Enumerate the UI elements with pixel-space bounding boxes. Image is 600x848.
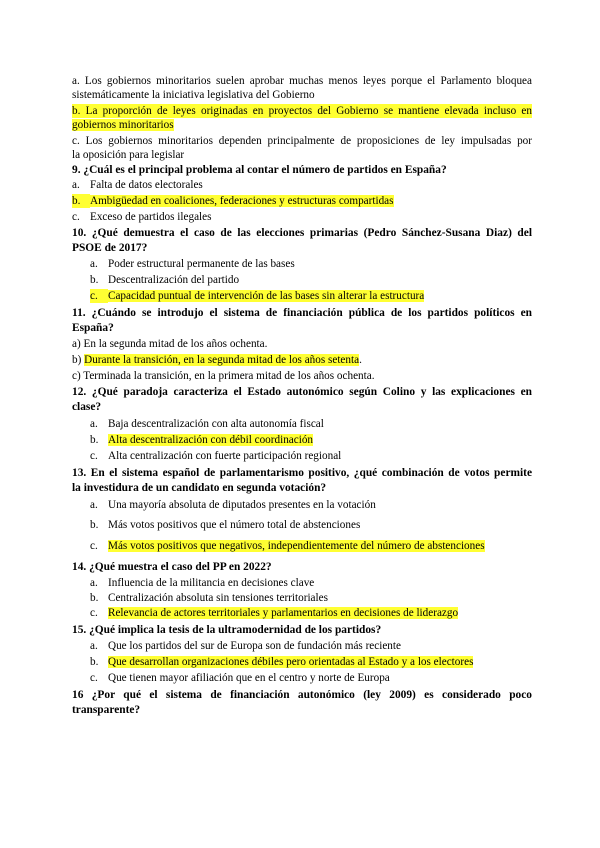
q15-option-a-marker: a. xyxy=(90,640,98,652)
q9-option-c-marker: c. xyxy=(72,211,80,223)
q12-option-a-marker: a. xyxy=(90,418,98,430)
q13-question-line1: 13. En el sistema español de parlamentarismo positivo, ¿qué combinación de votos permite xyxy=(72,467,532,479)
q13-option-b-text: Más votos positivos que el número total de abstenciones xyxy=(108,519,361,531)
q13-option-a-text: Una mayoría absoluta de diputados presentes en la votación xyxy=(108,499,376,511)
q16-question-line2: transparente? xyxy=(72,704,141,716)
q9-option-c-text: Exceso de partidos ilegales xyxy=(90,211,212,223)
q12-option-b-marker: b. xyxy=(90,434,99,446)
q10-option-c-text: Capacidad puntual de intervención de las bases sin alterar la estructura xyxy=(108,290,425,302)
q9-question: 9. ¿Cuál es el principal problema al contar el número de partidos en España? xyxy=(72,164,447,176)
q9-option-a xyxy=(72,178,532,192)
q8-option-b-line2 xyxy=(72,118,532,132)
q8-option-a-line2: sistemáticamente la iniciativa legislativa del Gobierno xyxy=(72,89,315,101)
q14-question: 14. ¿Qué muestra el caso del PP en 2022? xyxy=(72,561,272,573)
q11-option-c: c) Terminada la transición, en la primera mitad de los años ochenta. xyxy=(72,370,375,382)
q14-option-a-marker: a. xyxy=(90,577,98,589)
q8-option-c-line2: la oposición para legislar xyxy=(72,149,185,161)
q12-option-c-text: Alta centralización con fuerte participación regional xyxy=(108,450,342,462)
q10-option-b-text: Descentralización del partido xyxy=(108,274,240,286)
q12-question-line2: clase? xyxy=(72,401,102,413)
q10-option-a-text: Poder estructural permanente de las bases xyxy=(108,258,295,270)
q14-option-b-text: Centralización absoluta sin tensiones territoriales xyxy=(108,592,328,604)
q13-option-c-marker: c. xyxy=(90,540,98,552)
q11-question-line2: España? xyxy=(72,322,114,334)
q10-option-c xyxy=(90,289,550,303)
q13-option-a-marker: a. xyxy=(90,499,98,511)
q11-question-line1: 11. ¿Cuándo se introdujo el sistema de financiación pública de los partidos políticos en xyxy=(72,307,532,319)
q10-option-c-marker: c. xyxy=(90,289,108,303)
q8-option-b-line1: b. La proporción de leyes originadas en proyectos del Gobierno se mantiene elevada incluso en xyxy=(72,105,532,117)
q12-option-a xyxy=(90,417,550,431)
q11-option-b-end: . xyxy=(359,354,362,366)
q11-option-b xyxy=(72,353,532,367)
q15-option-b xyxy=(90,655,550,669)
q14-option-c-marker: c. xyxy=(90,607,98,619)
q11-option-a: a) En la segunda mitad de los años ochenta. xyxy=(72,338,268,350)
q9-option-c xyxy=(72,210,532,224)
q14-option-b-marker: b. xyxy=(90,592,99,604)
q14-option-a-text: Influencia de la militancia en decisiones clave xyxy=(108,577,315,589)
q9-option-a-text: Falta de datos electorales xyxy=(90,179,203,191)
q13-question-line2: la investidura de un candidato en segunda votación? xyxy=(72,482,327,494)
q8-option-c-line1: c. Los gobiernos minoritarios dependen principalmente de proposiciones de ley impulsadas por xyxy=(72,135,532,147)
q11-option-b-marker: b) xyxy=(72,354,82,366)
q13-option-b-marker: b. xyxy=(90,519,99,531)
q16-question-line1: 16 ¿Por qué el sistema de financiación autonómico (ley 2009) es considerado poco xyxy=(72,689,532,701)
q9-option-b-marker: b. xyxy=(72,194,90,208)
q10-option-a-marker: a. xyxy=(90,258,98,270)
q11-option-b-text: Durante la transición, en la segunda mitad de los años setenta xyxy=(84,354,360,366)
q9-option-a-marker: a. xyxy=(72,179,80,191)
q12-option-c-marker: c. xyxy=(90,450,98,462)
q8-option-b-line2-text: gobiernos minoritarios xyxy=(72,119,174,131)
q13-option-c xyxy=(90,539,550,553)
q15-option-b-marker: b. xyxy=(90,656,99,668)
q12-question-line1: 12. ¿Qué paradoja caracteriza el Estado autonómico según Colino y las explicaciones en xyxy=(72,386,532,398)
q12-option-b-text: Alta descentralización con débil coordinación xyxy=(108,434,314,446)
q15-option-c-text: Que tienen mayor afiliación que en el centro y norte de Europa xyxy=(108,672,390,684)
q8-option-a-line1: a. Los gobiernos minoritarios suelen aprobar muchas menos leyes porque el Parlamento bloquea xyxy=(72,75,532,87)
q10-option-b-marker: b. xyxy=(90,274,99,286)
q14-option-b xyxy=(90,591,550,605)
q13-option-b xyxy=(90,518,550,532)
q15-option-a-text: Que los partidos del sur de Europa son de fundación más reciente xyxy=(108,640,401,652)
q15-option-c xyxy=(90,671,550,685)
q9-option-b-text: Ambigüedad en coaliciones, federaciones y estructuras compartidas xyxy=(90,195,394,207)
q15-question: 15. ¿Qué implica la tesis de la ultramodernidad de los partidos? xyxy=(72,624,382,636)
q15-option-c-marker: c. xyxy=(90,672,98,684)
q13-option-a xyxy=(90,498,550,512)
q12-option-b xyxy=(90,433,550,447)
q14-option-a xyxy=(90,576,550,590)
q15-option-b-text: Que desarrollan organizaciones débiles pero orientadas al Estado y a los electores xyxy=(108,656,474,668)
q12-option-a-text: Baja descentralización con alta autonomía fiscal xyxy=(108,418,324,430)
q14-option-c-text: Relevancia de actores territoriales y parlamentarios en decisiones de liderazgo xyxy=(108,607,459,619)
q10-question-line2: PSOE de 2017? xyxy=(72,242,148,254)
q9-option-b xyxy=(72,194,532,208)
q12-option-c xyxy=(90,449,550,463)
q14-option-c xyxy=(90,606,550,620)
q10-option-b xyxy=(90,273,550,287)
q13-option-c-text: Más votos positivos que negativos, independientemente del número de abstenciones xyxy=(108,540,485,552)
q15-option-a xyxy=(90,639,550,653)
q10-question-line1: 10. ¿Qué demuestra el caso de las elecciones primarias (Pedro Sánchez-Susana Diaz) del xyxy=(72,227,532,239)
q10-option-a xyxy=(90,257,550,271)
